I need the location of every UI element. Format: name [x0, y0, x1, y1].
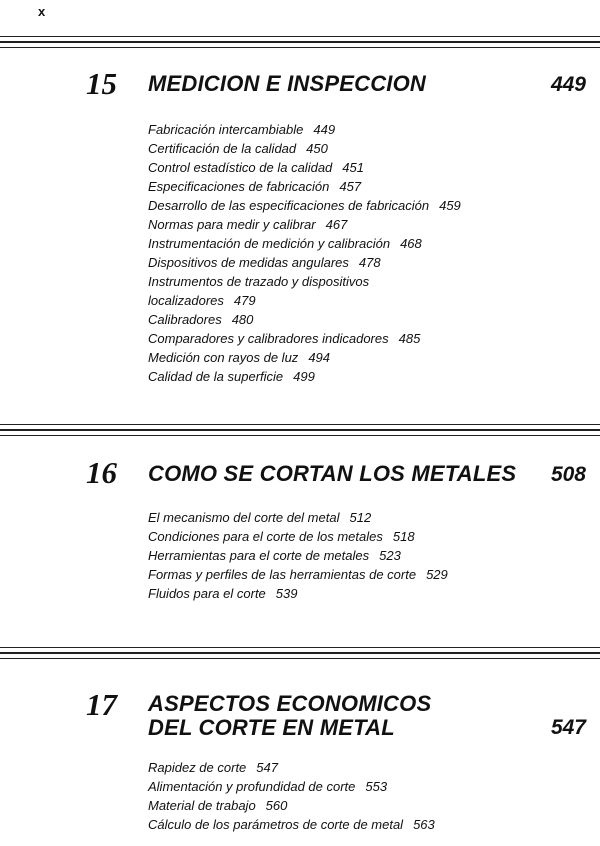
entry-page: 451	[342, 160, 364, 175]
list-item	[148, 253, 461, 272]
list-item	[148, 215, 461, 234]
chapter-title	[148, 72, 426, 96]
entry-text: Dispositivos de medidas angulares	[148, 255, 349, 270]
entry-page: 523	[379, 548, 401, 563]
entry-text: Alimentación y profundidad de corte	[148, 779, 356, 794]
entry-text: Comparadores y calibradores indicadores	[148, 331, 389, 346]
entry-text: Fluidos para el corte	[148, 586, 266, 601]
list-item	[148, 546, 448, 565]
entry-page: 457	[339, 179, 362, 194]
list-item	[148, 158, 461, 177]
list-item	[148, 348, 461, 367]
entry-page: 560	[265, 798, 288, 813]
chapter-title-line: COMO SE CORTAN LOS METALES	[148, 461, 517, 486]
entry-text: Desarrollo de las especificaciones de fabricación	[148, 198, 430, 213]
entry-text: Especificaciones de fabricación	[148, 179, 330, 194]
list-item	[148, 329, 461, 348]
chapter-title	[148, 462, 516, 486]
chapter-entries	[148, 120, 461, 386]
chapter-divider	[0, 424, 600, 438]
list-item	[148, 815, 435, 834]
entry-page: 499	[293, 369, 315, 384]
chapter-number: 17	[86, 687, 117, 722]
chapter-page: 508	[550, 463, 586, 486]
list-item	[148, 310, 461, 329]
list-item	[148, 120, 461, 139]
list-item	[148, 139, 461, 158]
chapter-title-line: DEL CORTE EN METAL	[148, 715, 395, 740]
entry-text: Calibradores	[148, 312, 222, 327]
entry-text: localizadores	[148, 293, 224, 308]
entry-text: El mecanismo del corte del metal	[148, 510, 340, 525]
list-item	[148, 758, 435, 777]
entry-page: 512	[349, 510, 372, 525]
list-item	[148, 796, 435, 815]
entry-page: 480	[231, 312, 254, 327]
entry-text: Formas y perfiles de las herramientas de corte	[148, 567, 417, 582]
list-item	[148, 565, 448, 584]
entry-text: Control estadístico de la calidad	[148, 160, 333, 175]
list-item	[148, 367, 461, 386]
chapter-title-line: MEDICION E INSPECCION	[148, 71, 427, 96]
entry-page: 485	[398, 331, 421, 346]
chapter-title-line: ASPECTOS ECONOMICOS	[148, 691, 432, 716]
chapter-divider	[0, 36, 600, 50]
entry-text: Herramientas para el corte de metales	[148, 548, 370, 563]
list-item	[148, 272, 461, 291]
chapter-page: 547	[550, 716, 586, 739]
chapter-number: 16	[86, 455, 117, 490]
list-item	[148, 196, 461, 215]
entry-page: 539	[275, 586, 298, 601]
entry-text: Calidad de la superficie	[148, 369, 284, 384]
list-item	[148, 527, 448, 546]
entry-text: Fabricación intercambiable	[148, 122, 304, 137]
entry-text: Medición con rayos de luz	[148, 350, 299, 365]
chapter-divider	[0, 647, 600, 661]
entry-page: 478	[358, 255, 381, 270]
entry-text: Cálculo de los parámetros de corte de metal	[148, 817, 404, 832]
entry-text: Instrumentos de trazado y dispositivos	[148, 274, 370, 289]
entry-text: Condiciones para el corte de los metales	[148, 529, 383, 544]
entry-page: 449	[313, 122, 336, 137]
entry-page: 467	[325, 217, 348, 232]
entry-page: 518	[392, 529, 415, 544]
entry-text: Rapidez de corte	[148, 760, 247, 775]
chapter-number: 15	[86, 66, 117, 101]
chapter-title	[148, 692, 431, 740]
entry-text: Certificación de la calidad	[148, 141, 297, 156]
chapter-page: 449	[550, 73, 586, 96]
entry-text: Normas para medir y calibrar	[148, 217, 316, 232]
list-item	[148, 777, 435, 796]
list-item	[148, 584, 448, 603]
entry-page: 479	[233, 293, 256, 308]
list-item	[148, 234, 461, 253]
entry-page: 459	[439, 198, 461, 213]
entry-text: Material de trabajo	[148, 798, 256, 813]
list-item	[148, 508, 448, 527]
list-item	[148, 291, 461, 310]
entry-page: 553	[365, 779, 388, 794]
entry-page: 529	[426, 567, 448, 582]
chapter-entries	[148, 758, 435, 834]
entry-page: 563	[413, 817, 435, 832]
page-marker: x	[38, 4, 46, 19]
entry-text: Instrumentación de medición y calibración	[148, 236, 391, 251]
entry-page: 547	[256, 760, 278, 775]
entry-page: 494	[308, 350, 331, 365]
entry-page: 468	[400, 236, 422, 251]
chapter-entries	[148, 508, 448, 603]
list-item	[148, 177, 461, 196]
entry-page: 450	[306, 141, 328, 156]
